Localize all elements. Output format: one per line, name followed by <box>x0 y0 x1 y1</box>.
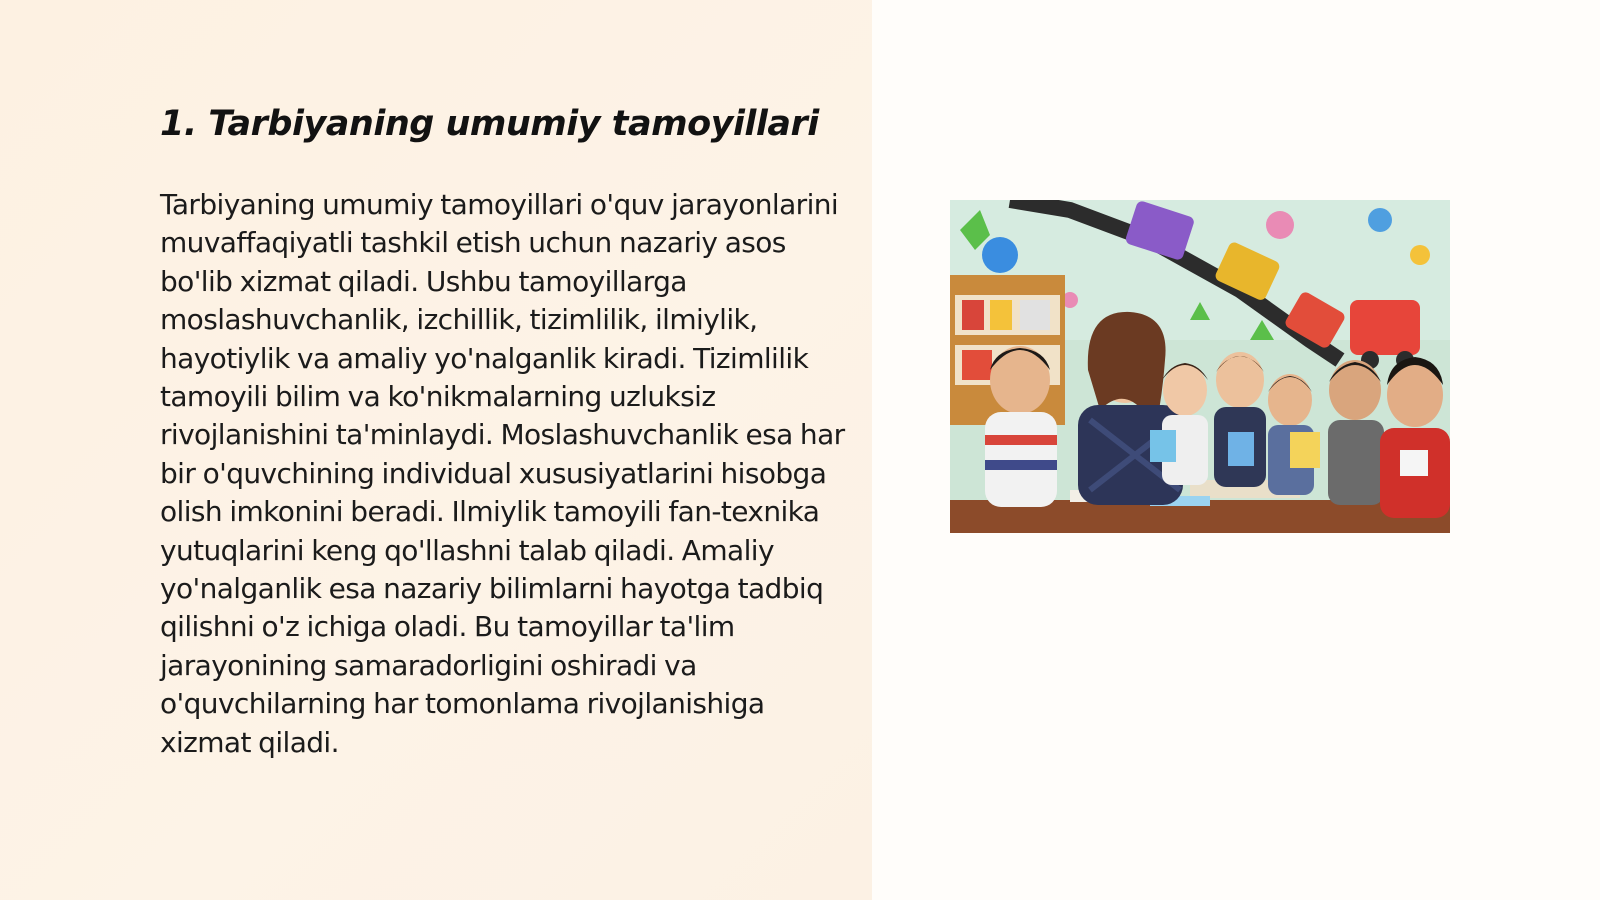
classroom-illustration <box>950 200 1450 533</box>
classroom-photo <box>950 200 1450 533</box>
slide-body-text: Tarbiyaning umumiy tamoyillari o'quv jarayonlarini muvaffaqiyatli tashkil etish uchun nazariy asos bo'lib xizmat qiladi. Ushbu tamoyillarga moslashuvchanlik, izchillik, tizimlilik, ilmiylik, hayotiylik va amaliy yo'nalganlik kiradi. Tizimlilik tamoyili bilim va ko'nikmalarning uzluksiz rivojlanishini ta'minlaydi. Moslashuvchanlik esa har bir o'quvchining individual xususiyatlarini hisobga olish imkonini beradi. Ilmiylik tamoyili fan-texnika yutuqlarini keng qo'llashni talab qiladi. Amaliy yo'nalganlik esa nazariy bilimlarni hayotga tadbiq qilishni o'z ichiga oladi. Bu tamoyillar ta'lim jarayonining samaradorligini oshiradi va o'quvchilarning har tomonlama rivojlanishiga xizmat qiladi. <box>160 188 845 759</box>
slide-title: 1. Tarbiyaning umumiy tamoyillari <box>160 104 819 144</box>
